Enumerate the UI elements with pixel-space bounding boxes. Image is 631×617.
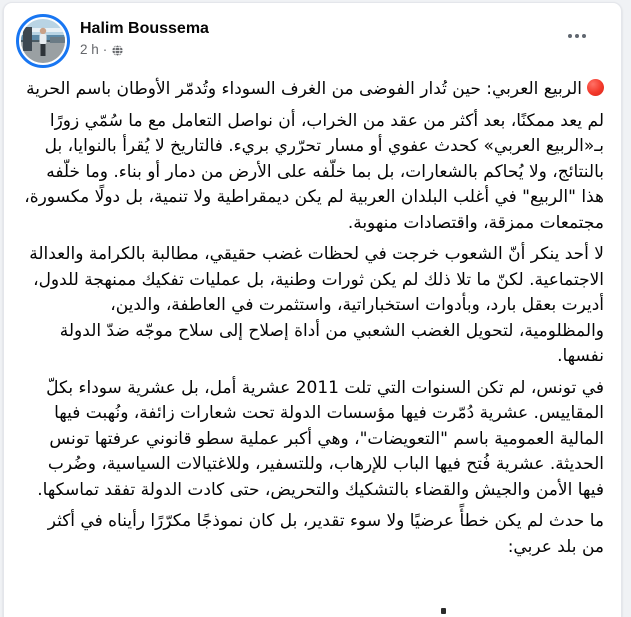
post-paragraph: لم يعد ممكنًا، بعد أكثر من عقد من الخراب، أن نواصل التعامل مع ما سُمّي زورًا بـ«الربيع العربي» كحدث عفوي أو مسار تحرّري بريء. فالتاريخ لا يُقرأ بالنوايا، بل بالنتائج، ولا يُحاكم بالشعارات، بل بما خلّفه على الأرض من دمار أو بناء. وما خلّفه هذا "الربيع" في أغلب البلدان العربية لم يكن ديمقراطية ولا تنمية، بل دولًا مكسورة، مجتمعات ممزقة، واقتصادات منهوبة. xyxy=(24,110,604,233)
post-timestamp[interactable]: 2 h xyxy=(80,42,99,57)
avatar-image xyxy=(21,19,65,63)
post-header xyxy=(4,3,621,68)
post-meta xyxy=(80,42,561,58)
red-circle-emoji xyxy=(587,79,604,96)
header-info xyxy=(80,14,561,58)
globe-icon xyxy=(111,44,124,57)
post-title xyxy=(21,77,604,103)
post-content xyxy=(4,68,621,560)
post-title-text: الربيع العربي: حين تُدار الفوضى من الغرف السوداء وتُدمّر الأوطان باسم الحرية xyxy=(26,79,582,99)
post-card xyxy=(3,2,622,617)
post-paragraph: ما حدث لم يكن خطأً عرضيًا ولا سوء تقدير، بل كان نموذجًا مكرّرًا رأيناه في أكثر من بلد عربي: xyxy=(47,511,604,557)
ellipsis-dot xyxy=(568,34,572,38)
ellipsis-dot xyxy=(582,34,586,38)
cutoff-text-fragment xyxy=(441,608,446,614)
post-paragraph: في تونس، لم تكن السنوات التي تلت 2011 عشرية أمل، بل عشرية سوداء بكلّ المقاييس. عشرية دُمّرت فيها مؤسسات الدولة تحت شعارات زائفة، ونُهبت فيها المالية العمومية باسم "التعويضات"، وهي أكبر عملية سطو قانوني عرفتها تونس الحديثة. عشرية فُتح فيها الباب للإرهاب، وللتسفير، وللاغتيالات السياسية، وضُرب فيها الأمن والجيش والقضاء بالتشكيك والتحريض، حتى كادت الدولة تفقد تماسكها. xyxy=(37,377,604,500)
meta-separator: · xyxy=(102,42,108,57)
author-name[interactable]: Halim Boussema xyxy=(80,20,209,37)
post-paragraph: لا أحد ينكر أنّ الشعوب خرجت في لحظات غضب حقيقي، مطالبة بالكرامة والعدالة الاجتماعية. لكنّ ما تلا ذلك لم يكن ثورات وطنية، بل عمليات تفكيك ممنهجة للدول، أديرت بعقل بارد، وبأدوات استخباراتية، واستثمرت في العاطفة، والدين، والمظلومية، لتحويل الغضب الشعبي من أداة إصلاح إلى سلاح موجّه ضدّ الدولة نفسها. xyxy=(29,244,604,366)
post-menu-button[interactable] xyxy=(561,24,593,48)
ellipsis-dot xyxy=(575,34,579,38)
avatar[interactable] xyxy=(16,14,70,68)
